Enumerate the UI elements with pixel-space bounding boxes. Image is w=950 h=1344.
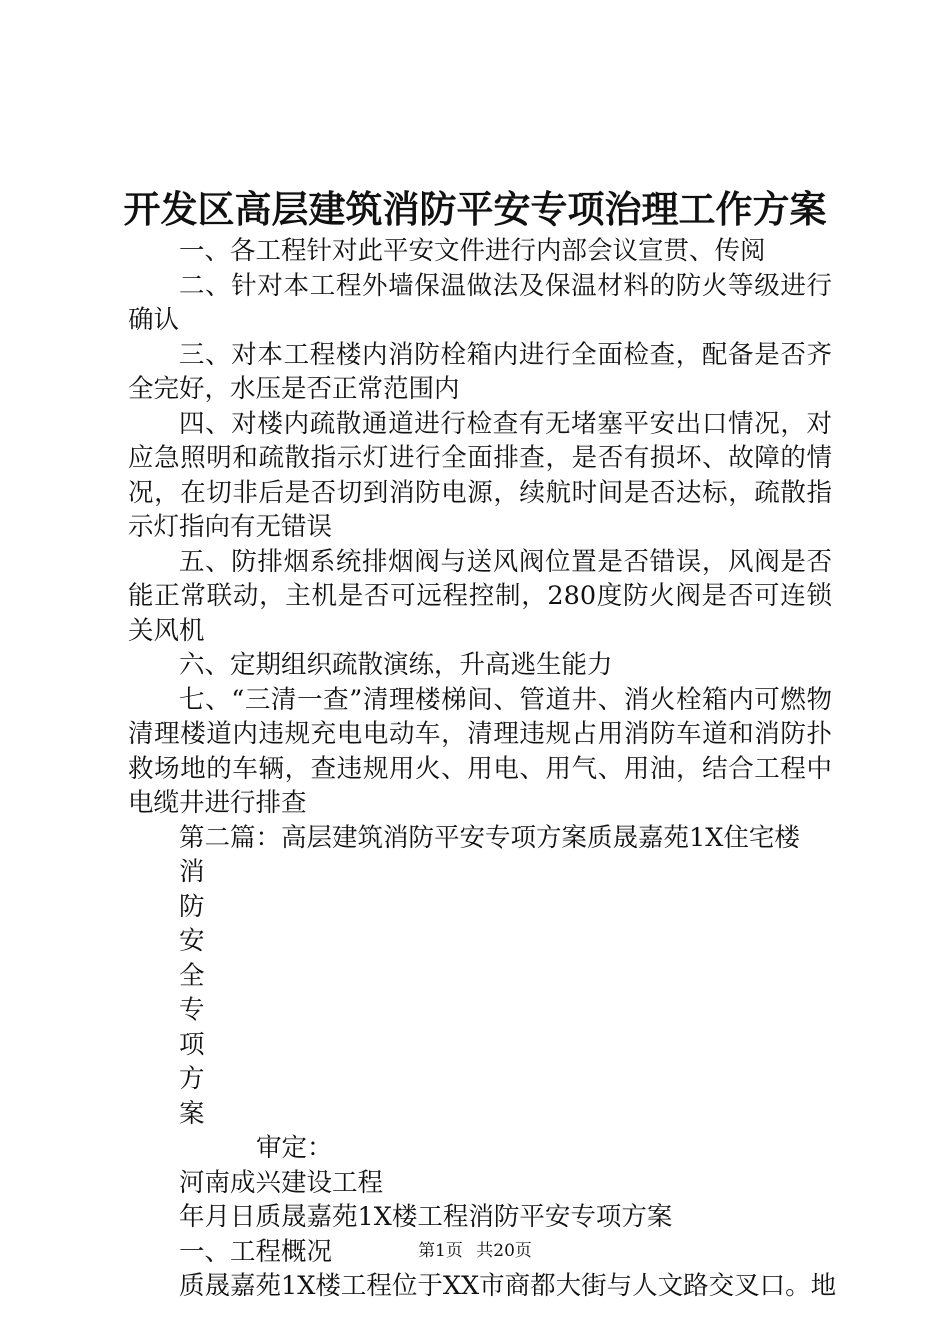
reviewed-label: 审定： (256, 1133, 333, 1163)
vertical-char: 方 (179, 1064, 205, 1094)
vertical-char: 全 (179, 960, 205, 991)
section-heading: 一、工程概况 (179, 1236, 333, 1267)
vertical-char: 项 (179, 1029, 205, 1060)
vertical-char: 消 (179, 857, 205, 887)
vertical-title (128, 855, 832, 1131)
page-total: 共20页 (476, 1241, 532, 1261)
paragraph-4: 四、对楼内疏散通道进行检查有无堵塞平安出口情况，对应急照明和疏散指示灯进行全面排查，是否有损坏、故障的情况，在切非后是否切到消防电源，续航时间是否达标，疏散指示灯指向有无错误 (128, 408, 832, 542)
paragraph-7: 七、“三清一查”清理楼梯间、管道井、消火栓箱内可燃物清理楼道内违规充电电动车，清理违规占用消防车道和消防扑救场地的车辆，查违规用火、用电、用气、用油，结合工程中电缆井进行排查 (128, 684, 832, 818)
paragraph-3: 三、对本工程楼内消防栓箱内进行全面检查，配备是否齐全完好，水压是否正常范围内 (128, 339, 832, 404)
vertical-char: 专 (179, 995, 205, 1025)
second-article-heading: 第二篇：高层建筑消防平安专项方案质晟嘉苑1X住宅楼 (179, 822, 800, 853)
paragraph-2: 二、针对本工程外墙保温做法及保温材料的防火等级进行确认 (128, 270, 832, 335)
company-name: 河南成兴建设工程 (179, 1167, 384, 1198)
paragraph-5: 五、防排烟系统排烟阀与送风阀位置是否错误，风阀是否能正常联动，主机是否可远程控制，280度防火阀是否可连锁关风机 (128, 546, 832, 646)
page-number: 第1页 (418, 1241, 463, 1261)
paragraph-6: 六、定期组织疏散演练，升高逃生能力 (179, 650, 613, 680)
document-title: 开发区高层建筑消防平安专项治理工作方案 (123, 187, 827, 231)
page-footer (0, 1240, 950, 1262)
vertical-char: 安 (179, 926, 205, 956)
overview-line: 质晟嘉苑1X楼工程位于XX市商都大街与人文路交叉口。地 (179, 1271, 837, 1301)
vertical-char: 防 (179, 891, 205, 922)
paragraph-1: 一、各工程针对此平安文件进行内部会议宣贯、传阅 (179, 236, 766, 266)
vertical-char: 案 (179, 1098, 205, 1129)
document-body (128, 234, 837, 1304)
date-line: 年月日质晟嘉苑1X楼工程消防平安专项方案 (179, 1202, 673, 1232)
